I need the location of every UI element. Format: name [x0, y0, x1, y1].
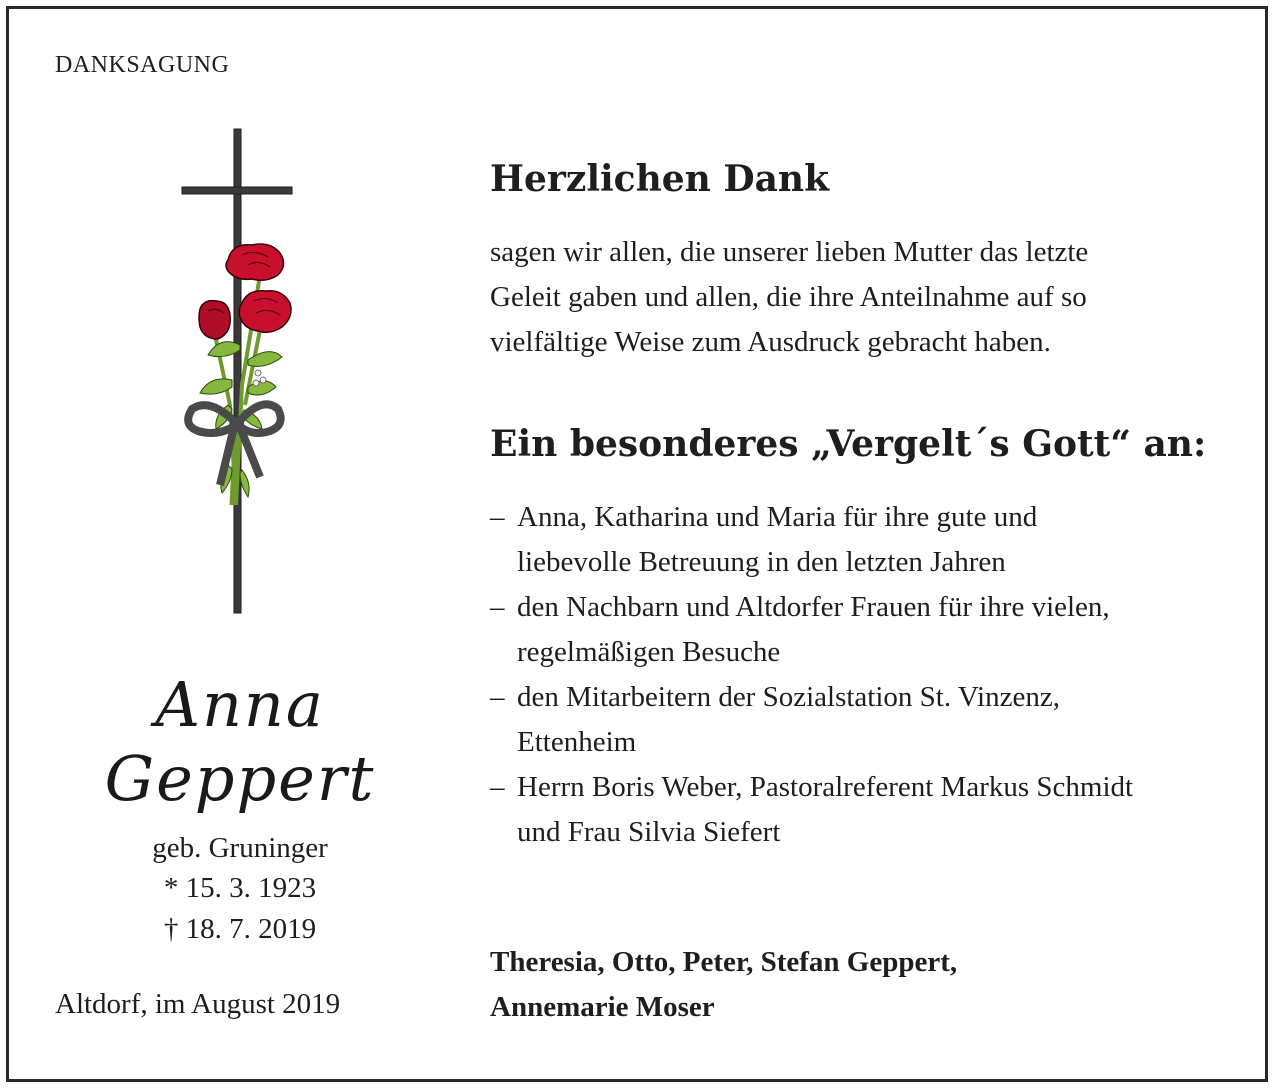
dash-marker: –: [490, 681, 505, 713]
list-item: [490, 585, 1230, 675]
dash-marker: –: [490, 501, 505, 533]
deceased-first-name: Anna: [155, 668, 325, 741]
signer-line: Annemarie Moser: [490, 991, 715, 1023]
list-item-line: Anna, Katharina und Maria für ihre gute und: [517, 501, 1038, 533]
list-item: [490, 675, 1230, 765]
intro-line: sagen wir allen, die unserer lieben Mutter das letzte: [490, 236, 1089, 268]
list-item-line: und Frau Silvia Siefert: [517, 816, 781, 848]
page-header: DANKSAGUNG: [55, 52, 230, 78]
list-item: [490, 495, 1230, 585]
heading-special-thanks: Ein besonderes „Vergelt´s Gott“ an:: [490, 423, 1207, 465]
intro-line: vielfältige Weise zum Ausdruck gebracht haben.: [490, 326, 1051, 358]
list-item-line: Herrn Boris Weber, Pastoralreferent Markus Schmidt: [517, 771, 1134, 803]
list-item: [490, 765, 1230, 855]
list-item-line: liebevolle Betreuung in den letzten Jahren: [517, 546, 1006, 578]
cross-with-roses-icon: [170, 125, 310, 615]
list-item-line: regelmäßigen Besuche: [517, 636, 781, 668]
thanks-list: [490, 495, 1230, 855]
dash-marker: –: [490, 591, 505, 623]
dash-marker: –: [490, 771, 505, 803]
list-item-line: den Nachbarn und Altdorfer Frauen für ihre vielen,: [517, 591, 1110, 623]
signer-line: Theresia, Otto, Peter, Stefan Geppert,: [490, 946, 958, 978]
death-date: † 18. 7. 2019: [163, 913, 317, 945]
deceased-last-name: Geppert: [104, 742, 376, 815]
list-item-line: den Mitarbeitern der Sozialstation St. Vinzenz,: [517, 681, 1060, 713]
intro-paragraph: [490, 230, 1210, 365]
place-date: Altdorf, im August 2019: [55, 988, 341, 1020]
birth-date: * 15. 3. 1923: [163, 872, 317, 904]
intro-line: Geleit gaben und allen, die ihre Anteilnahme auf so: [490, 281, 1087, 313]
heading-thanks: Herzlichen Dank: [490, 158, 830, 200]
list-item-line: Ettenheim: [517, 726, 637, 758]
signers: [490, 940, 957, 1030]
maiden-name: geb. Gruninger: [152, 832, 328, 864]
